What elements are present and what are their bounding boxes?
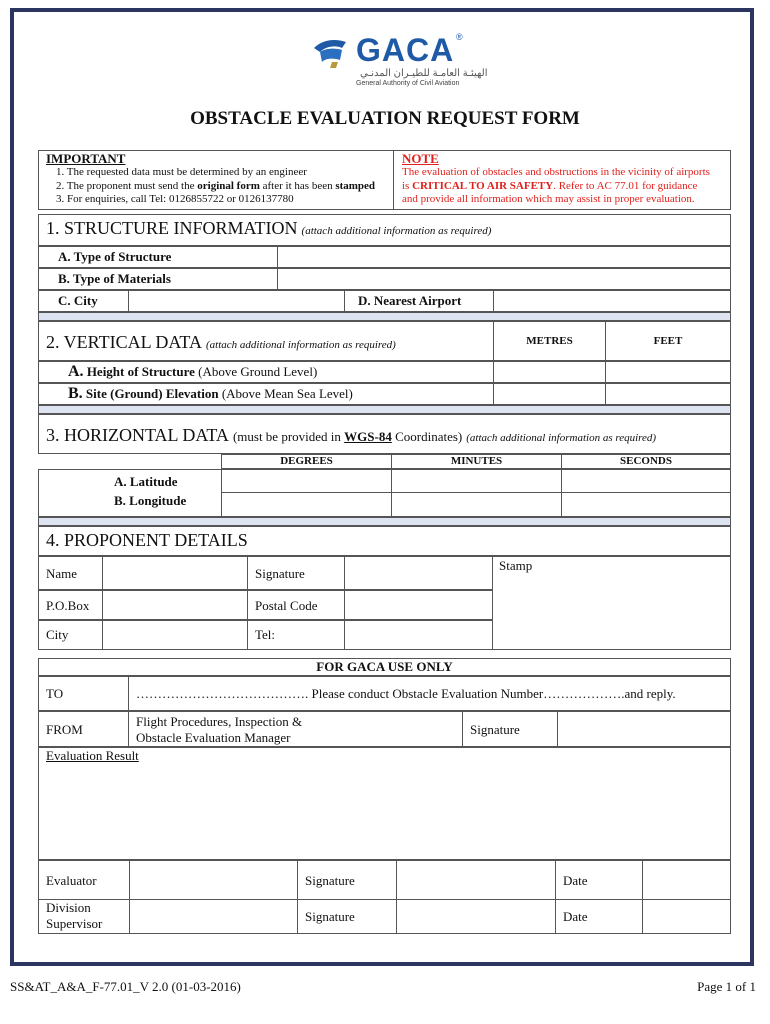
from-line-1: Flight Procedures, Inspection &: [136, 714, 303, 729]
height-label: A. Height of Structure (Above Ground Level): [68, 363, 318, 380]
stamp-label: Stamp: [499, 558, 533, 573]
important-item-1: 1. The requested data must be determined by an engineer: [56, 166, 307, 178]
footer-page-number: Page 1 of 1: [697, 979, 756, 994]
note-heading: NOTE: [402, 151, 439, 166]
type-of-structure-input[interactable]: [277, 246, 731, 268]
seconds-label: SECONDS: [620, 455, 672, 467]
evaluator-date-input[interactable]: [642, 860, 731, 900]
postal-code-label: Postal Code: [255, 598, 318, 613]
division-date-label: Date: [563, 909, 588, 924]
logo-arabic: الهيئـة العامـة للطيـران المدنـي: [360, 68, 488, 79]
from-signature-input[interactable]: [557, 711, 731, 747]
logo-english: General Authority of Civil Aviation: [356, 80, 460, 87]
type-of-materials-label: B. Type of Materials: [58, 271, 171, 286]
evaluator-date-label: Date: [563, 873, 588, 888]
pobox-input[interactable]: [102, 590, 248, 620]
type-of-structure-label: A. Type of Structure: [58, 249, 172, 264]
falcon-logo-icon: [312, 34, 356, 68]
gaca-logo: [312, 30, 488, 90]
site-metres-input[interactable]: [493, 383, 606, 405]
evaluator-signature-input[interactable]: [396, 860, 556, 900]
section-4-heading: 4. PROPONENT DETAILS: [46, 530, 248, 550]
important-item-3: 3. For enquiries, call Tel: 0126855722 or 0126137780: [56, 193, 294, 205]
division-date-input[interactable]: [642, 899, 731, 934]
latitude-label: A. Latitude: [114, 474, 178, 489]
note-line-1: The evaluation of obstacles and obstructions in the vicinity of airports: [402, 166, 710, 178]
feet-label: FEET: [653, 335, 683, 347]
tel-input[interactable]: [344, 620, 493, 650]
tel-label: Tel:: [255, 627, 276, 642]
postal-code-input[interactable]: [344, 590, 493, 620]
important-heading: IMPORTANT: [46, 151, 126, 166]
logo-brand: GACA: [356, 32, 455, 68]
section-3-heading: 3. HORIZONTAL DATA (must be provided in WGS-84 Coordinates) (attach additional information as required): [46, 425, 657, 445]
longitude-label: B. Longitude: [114, 493, 187, 508]
evaluator-input[interactable]: [129, 860, 298, 900]
city-input[interactable]: [128, 290, 345, 312]
site-feet-input[interactable]: [605, 383, 731, 405]
nearest-airport-label: D. Nearest Airport: [358, 293, 462, 308]
name-label: Name: [46, 566, 78, 581]
height-feet-input[interactable]: [605, 361, 731, 383]
note-line-2: is CRITICAL TO AIR SAFETY. Refer to AC 77.01 for guidance: [402, 180, 698, 192]
logo-registered: ®: [456, 32, 463, 42]
form-title: OBSTACLE EVALUATION REQUEST FORM: [190, 108, 580, 129]
division-signature-input[interactable]: [396, 899, 556, 934]
evaluator-label: Evaluator: [46, 873, 97, 888]
latitude-degrees-input[interactable]: [221, 469, 392, 493]
height-metres-input[interactable]: [493, 361, 606, 383]
nearest-airport-input[interactable]: [493, 290, 731, 312]
division-input[interactable]: [129, 899, 298, 934]
section-1-heading: 1. STRUCTURE INFORMATION (attach additional information as required): [46, 218, 492, 238]
degrees-label: DEGREES: [280, 455, 333, 467]
proponent-signature-input[interactable]: [344, 556, 493, 590]
division-signature-label: Signature: [305, 909, 355, 924]
important-item-2: 2. The proponent must send the original form after it has been stamped: [56, 180, 376, 192]
latitude-seconds-input[interactable]: [561, 469, 731, 493]
section-3-spacer: [38, 517, 731, 526]
metres-label: METRES: [526, 335, 573, 347]
section-2-spacer: [38, 405, 731, 414]
to-label: TO: [46, 686, 64, 701]
footer-doc-id: SS&AT_A&A_F-77.01_V 2.0 (01-03-2016): [10, 979, 241, 994]
city-label: C. City: [58, 293, 98, 308]
from-signature-label: Signature: [470, 722, 520, 737]
from-label: FROM: [46, 722, 83, 737]
evaluation-result-label: Evaluation Result: [46, 748, 139, 763]
latitude-minutes-input[interactable]: [391, 469, 562, 493]
city-4-input[interactable]: [102, 620, 248, 650]
pobox-label: P.O.Box: [46, 598, 90, 613]
supervisor-label: Supervisor: [46, 916, 103, 931]
signature-label: Signature: [255, 566, 305, 581]
longitude-degrees-input[interactable]: [221, 492, 392, 517]
section-2-heading: 2. VERTICAL DATA (attach additional information as required): [46, 332, 396, 352]
from-line-2: Obstacle Evaluation Manager: [136, 730, 291, 745]
name-input[interactable]: [102, 556, 248, 590]
type-of-materials-input[interactable]: [277, 268, 731, 290]
section-1-spacer: [38, 312, 731, 321]
to-text: …………………………………. Please conduct Obstacle Evaluation Number……………….and reply.: [136, 686, 676, 701]
evaluation-result-area[interactable]: [38, 747, 731, 860]
site-label: B. Site (Ground) Elevation (Above Mean Sea Level): [68, 385, 353, 402]
city-4-label: City: [46, 627, 69, 642]
division-label: Division: [46, 900, 91, 915]
gaca-use-heading: FOR GACA USE ONLY: [316, 659, 453, 674]
longitude-minutes-input[interactable]: [391, 492, 562, 517]
note-line-3: and provide all information which may assist in proper evaluation.: [402, 193, 695, 205]
longitude-seconds-input[interactable]: [561, 492, 731, 517]
minutes-label: MINUTES: [450, 455, 503, 467]
evaluator-signature-label: Signature: [305, 873, 355, 888]
